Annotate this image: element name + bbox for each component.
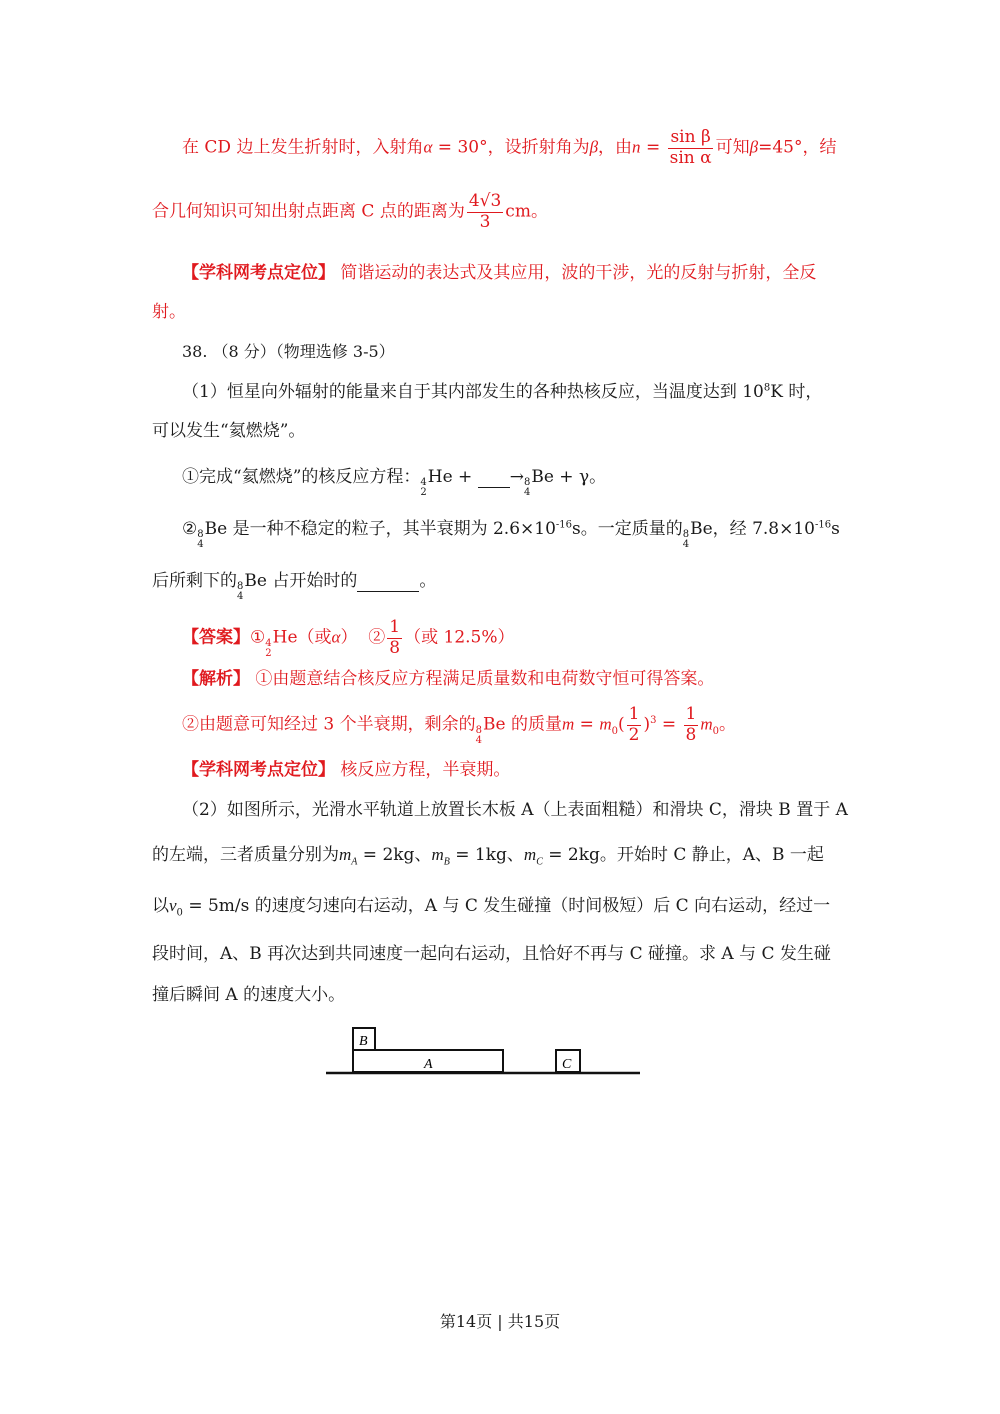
part2-line-4: 段时间，A、B 再次达到共同速度一起向右运动，且恰好不再与 C 碰撞。求 A 与 C 发生碰: [152, 944, 831, 964]
question-38-part1-line1: （1）恒星向外辐射的能量来自于其内部发生的各种热核反应，当温度达到 $10^8K$ 时，: [182, 382, 823, 402]
analysis-tag: 【解析】: [182, 669, 250, 689]
refraction-line-1: 在 CD 边上发生折射时，入射角α = 30°，设折射角为β，由n = $\frac{\text{sin β}}{\text{sin α}}$ 可知β=45°，结: [182, 127, 837, 168]
remaining-fraction-line: 后所剩下的 8 4 Be 占开始时的 。: [152, 571, 437, 602]
answer-blank-2: [357, 571, 419, 592]
question-38-part1-line2: 可以发生“氦燃烧”。: [152, 421, 306, 441]
question-38-header: 38. （8 分）（物理选修 3-5）: [182, 342, 395, 361]
refraction-line-2: 合几何知识可知出射点距离 C 点的距离为 $\frac{4√3}{3}$ cm。: [152, 191, 548, 232]
analysis-line-2: ②由题意可知经过 3 个半衰期，剩余的 8 4 Be 的质量$m = m_0$( $\frac{1}{2}$ )$^3$ = $\frac{1}{8}$ $m_0$。: [182, 704, 736, 746]
keypoint-2: 【学科网考点定位】 核反应方程，半衰期。: [182, 760, 511, 780]
reaction-equation: ①完成“氦燃烧”的核反应方程： 4 2 He + → 8 4 Be + γ。: [182, 467, 607, 498]
beryllium-isotope: 8 4: [523, 477, 531, 498]
answer-fraction: $\frac{1}{8}$: [389, 617, 401, 658]
snell-fraction: $\frac{\text{sin β}}{\text{sin α}}$: [669, 127, 712, 168]
keypoint-tag: 【学科网考点定位】: [182, 263, 335, 283]
blocks-figure: [320, 1020, 650, 1080]
keypoint-1: 【学科网考点定位】 简谐运动的表达式及其应用，波的干涉，光的反射与折射，全反: [182, 263, 817, 283]
label-A: A: [424, 1057, 433, 1072]
answer-tag: 【答案】: [182, 627, 250, 648]
label-C: C: [562, 1057, 572, 1072]
analysis-line-1: 【解析】 ①由题意结合核反应方程满足质量数和电荷数守恒可得答案。: [182, 669, 715, 689]
answer-line: 【答案】① 4 2 He（或α） ② $\frac{1}{8}$ （或 12.5%）: [182, 617, 515, 659]
part2-line-2: 的左端，三者质量分别为$m_A = 2kg$、$m_B = 1kg$、$m_C = 2kg$。开始时 C 静止，A、B 一起: [152, 845, 824, 868]
keypoint-1-cont: 射。: [152, 302, 186, 322]
helium-isotope: 4 2: [420, 477, 427, 498]
part2-line-3: 以$v_0 = 5m/s$ 的速度匀速向右运动，A 与 C 发生碰撞（时间极短）后 C 向右运动，经过一: [152, 896, 831, 919]
part2-line-1: （2）如图所示，光滑水平轨道上放置长木板 A（上表面粗糙）和滑块 C，滑块 B 置于 A: [182, 800, 848, 820]
keypoint-tag: 【学科网考点定位】: [182, 760, 335, 780]
page-footer: 第14页 | 共15页: [439, 1312, 561, 1331]
label-B: B: [359, 1034, 368, 1049]
answer-blank-1: [478, 467, 510, 488]
half-life-line: ② 8 4 Be 是一种不稳定的粒子，其半衰期为 $2.6\times 10^{-16}s$。一定质量的 8 4 Be，经 $7.8\times 10^{-16}s$: [182, 519, 840, 550]
distance-fraction: $\frac{4√3}{3}$: [468, 191, 502, 232]
part2-line-5: 撞后瞬间 A 的速度大小。: [152, 985, 346, 1005]
